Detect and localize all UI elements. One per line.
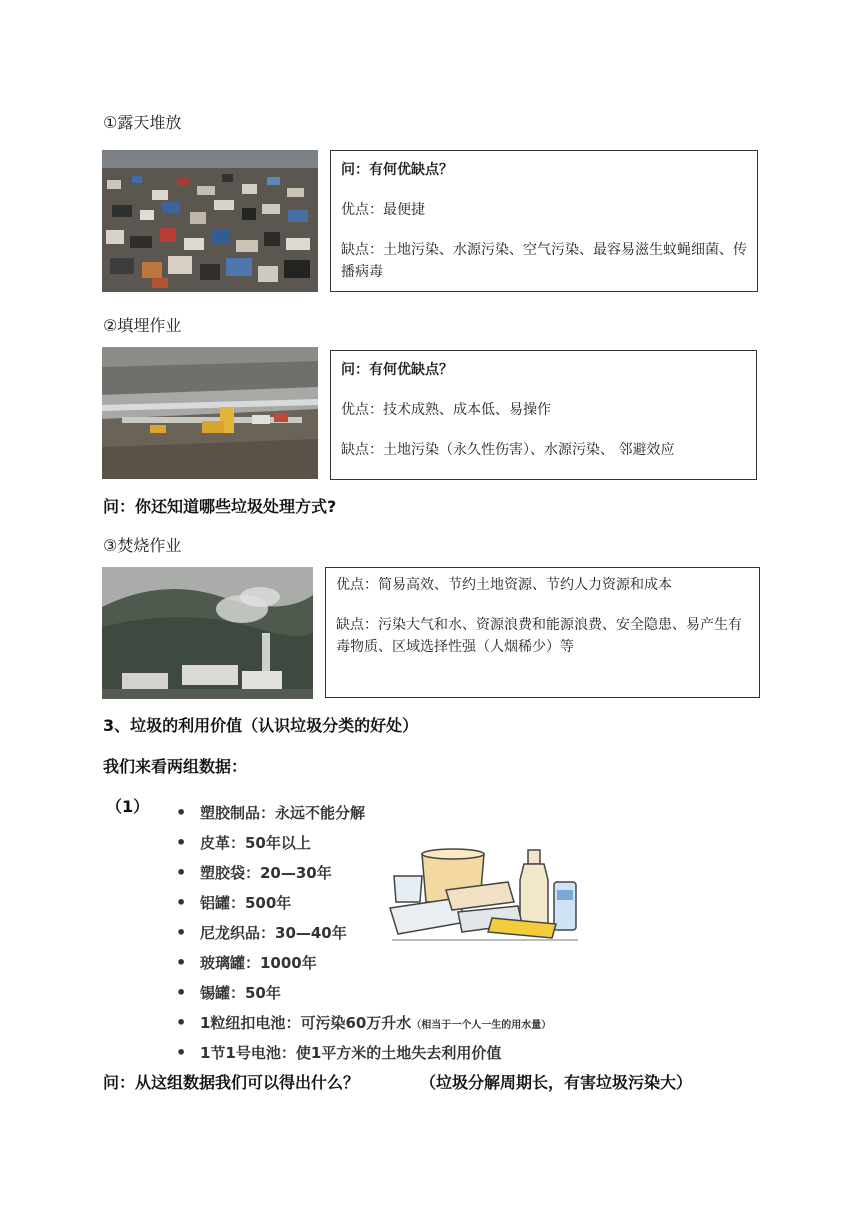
fact-item	[172, 1038, 551, 1068]
fact-item	[172, 1008, 551, 1038]
fact-note: （相当于一个人一生的用水量）	[411, 1020, 552, 1031]
group-label: （1）	[106, 797, 150, 816]
fact-text: 1粒纽扣电池：可污染60万升水	[200, 1014, 412, 1032]
fact-text: 塑胶制品：永远不能分解	[200, 804, 366, 822]
section2-qa-box	[330, 350, 757, 480]
section1-pros: 优点：最便捷	[341, 202, 425, 218]
waste-items-illustration	[388, 846, 582, 942]
landfill-photo	[102, 347, 318, 479]
section1-qa-box	[330, 150, 758, 292]
section3-pros: 优点：简易高效、节约土地资源、节约人力资源和成本	[336, 577, 672, 593]
mid-question: 问：你还知道哪些垃圾处理方式?	[103, 497, 337, 516]
fact-item	[172, 978, 551, 1008]
fact-text: 1节1号电池：使1平方米的土地失去利用价值	[200, 1044, 502, 1062]
section2-question: 问：有何优缺点？	[341, 362, 453, 378]
section2-pros: 优点：技术成熟、成本低、易操作	[341, 402, 551, 418]
final-question: 问：从这组数据我们可以得出什么？	[103, 1073, 360, 1092]
part3-title: 3、垃圾的利用价值（认识垃圾分类的好处）	[103, 716, 419, 735]
section2-cons: 缺点：土地污染（永久性伤害）、水源污染、 邻避效应	[341, 442, 675, 458]
incinerator-photo	[102, 567, 313, 699]
section1-question: 问：有何优缺点？	[341, 162, 453, 178]
fact-text: 塑胶袋：20—30年	[200, 864, 332, 882]
section3-cons: 缺点：污染大气和水、资源浪费和能源浪费、安全隐患、易产生有毒物质、区域选择性强（人烟稀少）等	[336, 617, 742, 655]
final-answer: （垃圾分解周期长，有害垃圾污染大）	[420, 1073, 693, 1092]
fact-item	[172, 948, 551, 978]
fact-text: 尼龙织品：30—40年	[200, 924, 347, 942]
fact-text: 玻璃罐：1000年	[200, 954, 317, 972]
garbage-dump-photo	[102, 150, 318, 292]
fact-text: 铝罐：500年	[200, 894, 292, 912]
fact-item	[172, 798, 551, 828]
fact-text: 锡罐：50年	[200, 984, 281, 1002]
section1-cons: 缺点：土地污染、水源污染、空气污染、最容易滋生蚊蝇细菌、传播病毒	[341, 242, 747, 280]
section3-heading: ③焚烧作业	[103, 536, 182, 555]
data-intro: 我们来看两组数据：	[103, 757, 248, 776]
section2-heading: ②填埋作业	[103, 316, 182, 335]
fact-text: 皮革：50年以上	[200, 834, 311, 852]
section1-heading: ①露天堆放	[103, 113, 182, 132]
section3-qa-box	[325, 567, 760, 698]
